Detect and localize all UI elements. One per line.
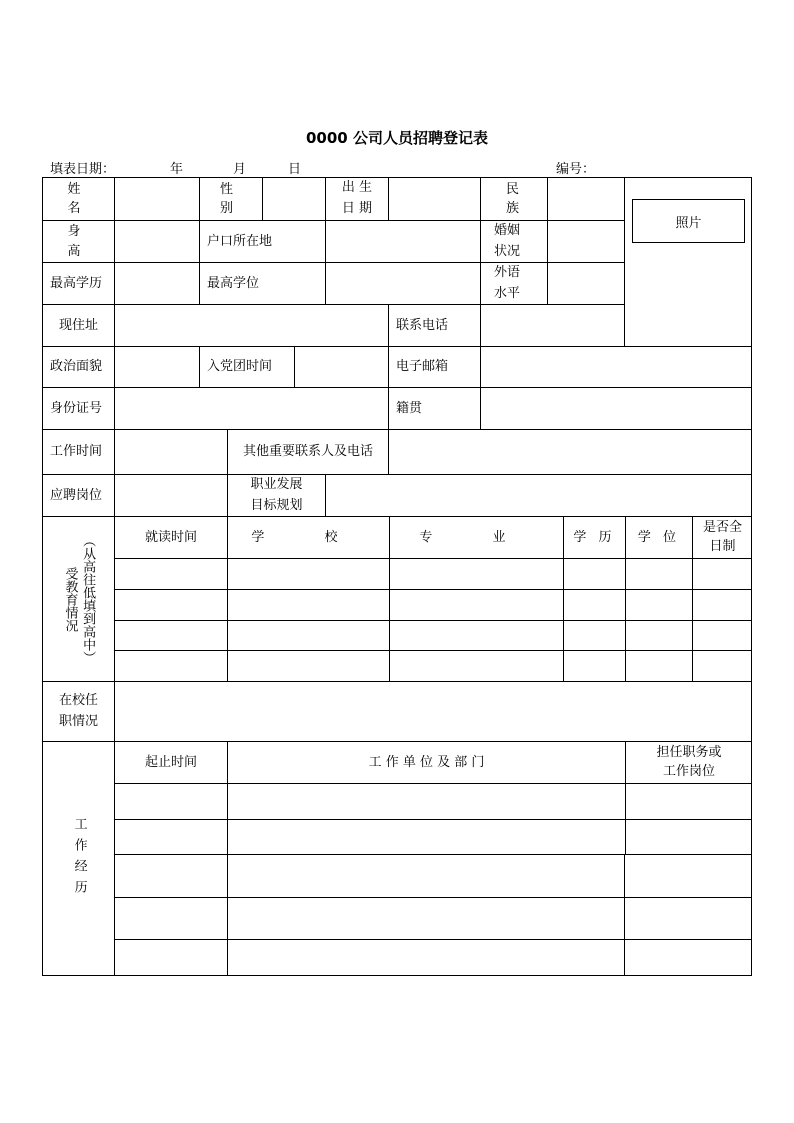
position-field[interactable] — [114, 474, 227, 516]
native-place-label: 籍贯 — [388, 387, 480, 429]
work-period-header: 起止时间 — [114, 741, 227, 783]
edu-row-3-school[interactable] — [227, 620, 389, 650]
birth-date-label: 出 生 日 期 — [325, 177, 388, 220]
edu-row-3-degree[interactable] — [625, 620, 692, 650]
edu-row-2-fulltime[interactable] — [692, 589, 752, 620]
edu-fulltime-header: 是否全 日制 — [692, 516, 752, 558]
edu-row-2-major[interactable] — [389, 589, 563, 620]
year-label: 年 — [170, 162, 184, 177]
page-title: 0000 公司人员招聘登记表 — [306, 129, 488, 147]
marriage-label: 婚姻 状况 — [480, 220, 547, 262]
party-date-label: 入党团时间 — [199, 346, 294, 387]
edu-row-4-period[interactable] — [114, 650, 227, 681]
other-contact-field[interactable] — [388, 429, 752, 474]
ethnicity-field[interactable] — [547, 177, 624, 220]
edu-major-header: 专 业 — [389, 516, 563, 558]
edu-row-3-period[interactable] — [114, 620, 227, 650]
edu-row-1-major[interactable] — [389, 558, 563, 589]
party-date-field[interactable] — [294, 346, 388, 387]
birth-date-field[interactable] — [388, 177, 480, 220]
work-time-field[interactable] — [114, 429, 227, 474]
edu-row-2-period[interactable] — [114, 589, 227, 620]
work-time-label: 工作时间 — [42, 429, 114, 474]
id-number-label: 身份证号 — [42, 387, 114, 429]
address-field[interactable] — [114, 304, 388, 346]
work-row-1-period[interactable] — [114, 783, 227, 819]
school-roles-field[interactable] — [114, 681, 752, 741]
political-label: 政治面貌 — [42, 346, 114, 387]
gender-label: 性 别 — [199, 177, 262, 220]
school-roles-label: 在校任 职情况 — [42, 681, 114, 741]
top-education-field[interactable] — [114, 262, 199, 304]
edu-row-3-fulltime[interactable] — [692, 620, 752, 650]
hukou-label: 户口所在地 — [199, 220, 325, 262]
political-field[interactable] — [114, 346, 199, 387]
work-row-2-unit[interactable] — [227, 819, 625, 854]
work-row-4-post[interactable] — [624, 897, 752, 939]
table-right-border — [751, 177, 752, 976]
email-label: 电子邮箱 — [388, 346, 480, 387]
ethnicity-label: 民 族 — [480, 177, 547, 220]
edu-period-header: 就读时间 — [114, 516, 227, 558]
work-row-3-period[interactable] — [114, 854, 227, 897]
edu-row-4-record[interactable] — [563, 650, 625, 681]
phone-field[interactable] — [480, 304, 624, 346]
edu-row-2-record[interactable] — [563, 589, 625, 620]
work-unit-header: 工 作 单 位 及 部 门 — [227, 741, 625, 783]
edu-row-1-fulltime[interactable] — [692, 558, 752, 589]
edu-row-4-degree[interactable] — [625, 650, 692, 681]
work-row-2-period[interactable] — [114, 819, 227, 854]
work-row-4-period[interactable] — [114, 897, 227, 939]
edu-row-1-record[interactable] — [563, 558, 625, 589]
work-row-5-period[interactable] — [114, 939, 227, 976]
edu-degree-header: 学 位 — [625, 516, 692, 558]
gender-field[interactable] — [262, 177, 325, 220]
edu-row-4-major[interactable] — [389, 650, 563, 681]
height-field[interactable] — [114, 220, 199, 262]
edu-row-3-record[interactable] — [563, 620, 625, 650]
phone-label: 联系电话 — [388, 304, 480, 346]
work-row-1-unit[interactable] — [227, 783, 625, 819]
edu-row-1-degree[interactable] — [625, 558, 692, 589]
hukou-field[interactable] — [325, 220, 480, 262]
work-row-3-post[interactable] — [624, 854, 752, 897]
edu-row-2-school[interactable] — [227, 589, 389, 620]
work-row-5-unit[interactable] — [227, 939, 624, 976]
registration-form — [42, 177, 752, 976]
email-field[interactable] — [480, 346, 752, 387]
day-label: 日 — [288, 162, 302, 177]
position-label: 应聘岗位 — [42, 474, 114, 516]
edu-row-3-major[interactable] — [389, 620, 563, 650]
edu-row-4-fulltime[interactable] — [692, 650, 752, 681]
edu-row-1-period[interactable] — [114, 558, 227, 589]
work-section-label: 工作经历 — [42, 741, 114, 976]
name-field[interactable] — [114, 177, 199, 220]
top-degree-field[interactable] — [325, 262, 480, 304]
education-section-label: （从高往低填到高中） 受教育情况 — [42, 516, 114, 681]
fill-date-label: 填表日期： — [50, 162, 116, 177]
edu-row-2-degree[interactable] — [625, 589, 692, 620]
serial-label: 编号： — [556, 162, 596, 177]
month-label: 月 — [233, 162, 247, 177]
work-row-3-unit[interactable] — [227, 854, 624, 897]
career-plan-field[interactable] — [325, 474, 752, 516]
work-row-4-unit[interactable] — [227, 897, 624, 939]
photo-placeholder[interactable]: 照片 — [632, 199, 745, 243]
name-label: 姓 名 — [42, 177, 114, 220]
marriage-field[interactable] — [547, 220, 624, 262]
top-degree-label: 最高学位 — [199, 262, 325, 304]
career-plan-label: 职业发展 目标规划 — [227, 474, 325, 516]
edu-row-4-school[interactable] — [227, 650, 389, 681]
edu-school-header: 学 校 — [227, 516, 389, 558]
address-label: 现住址 — [42, 304, 114, 346]
native-place-field[interactable] — [480, 387, 752, 429]
id-number-field[interactable] — [114, 387, 388, 429]
language-field[interactable] — [547, 262, 624, 304]
work-row-5-post[interactable] — [624, 939, 752, 976]
top-education-label: 最高学历 — [42, 262, 114, 304]
edu-record-header: 学 历 — [563, 516, 625, 558]
other-contact-label: 其他重要联系人及电话 — [227, 429, 388, 474]
edu-row-1-school[interactable] — [227, 558, 389, 589]
work-row-1-post[interactable] — [625, 783, 752, 819]
height-label: 身 高 — [42, 220, 114, 262]
work-post-header: 担任职务或 工作岗位 — [625, 741, 752, 783]
work-row-2-post[interactable] — [625, 819, 752, 854]
table-bottom-border — [42, 975, 752, 976]
language-label: 外语 水平 — [480, 262, 547, 304]
